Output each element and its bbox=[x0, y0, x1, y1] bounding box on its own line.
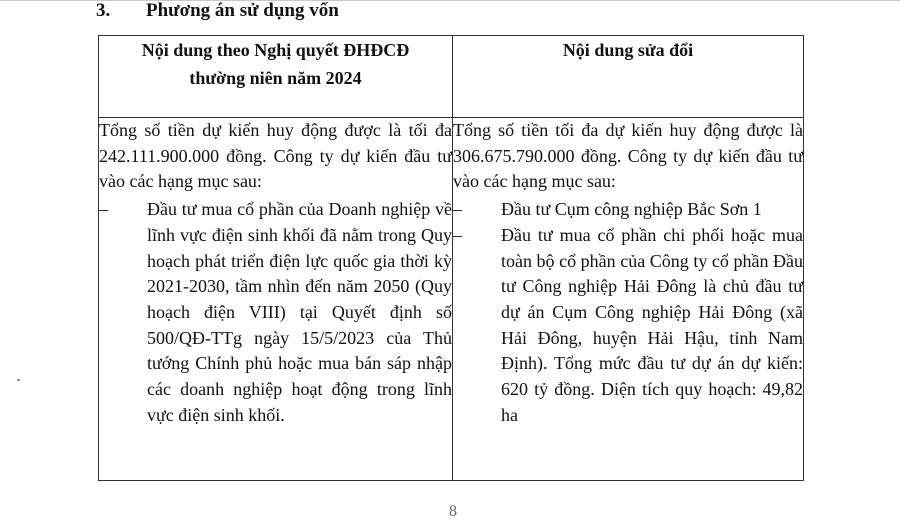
page-number: 8 bbox=[449, 503, 457, 520]
left-cell bbox=[99, 118, 453, 481]
header-amended-content: Nội dung sửa đổi bbox=[453, 36, 804, 118]
left-bullet-text: Đầu tư mua cổ phần của Doanh nghiệp về lĩnh vực điện sinh khối đã nằm trong Quy hoạch phát triển điện lực quốc gia thời kỳ 2021-2030, tầm nhìn đến năm 2050 (Quy hoạch điện VIII) tại Quyết định số 500/QĐ-TTg ngày 15/5/2023 của Thủ tướng Chính phủ hoặc mua bán sáp nhập các doanh nghiệp hoạt động trong lĩnh vực điện sinh khối. bbox=[147, 199, 452, 425]
bullet-dash: – bbox=[453, 224, 462, 245]
right-bullet-text-1: Đầu tư Cụm công nghiệp Bắc Sơn 1 bbox=[501, 199, 762, 220]
right-cell bbox=[453, 118, 804, 481]
bullet-dash: – bbox=[99, 199, 108, 220]
right-bullet-text-2: Đầu tư mua cổ phần chi phối hoặc mua toàn bộ cổ phần của Công ty cổ phần Đầu tư Công nghiệp Hải Đông là chủ đầu tư dự án Cụm Công nghiệp Hải Đông (xã Hải Đông, huyện Hải Hậu, tỉnh Nam Định). Tổng mức đầu tư dự án dự kiến: 620 tỷ đồng. Diện tích quy hoạch: 49,82 ha bbox=[501, 224, 803, 425]
bullet-dash: – bbox=[453, 199, 462, 220]
right-intro: Tổng số tiền tối đa dự kiến huy động được là 306.675.790.000 đồng. Công ty dự kiến đầu tư vào các hạng mục sau: bbox=[453, 120, 803, 192]
header-original-resolution: Nội dung theo Nghị quyết ĐHĐCĐ thường niên năm 2024 bbox=[99, 36, 453, 118]
table-header-row bbox=[99, 36, 804, 118]
comparison-table bbox=[98, 35, 804, 481]
left-bullet bbox=[99, 197, 452, 428]
table-content-row bbox=[99, 118, 804, 481]
left-intro: Tổng số tiền dự kiến huy động được là tối đa 242.111.900.000 đồng. Công ty dự kiến đầu tư vào các hạng mục sau: bbox=[99, 120, 452, 192]
scan-speck bbox=[17, 379, 20, 381]
section-title: Phương án sử dụng vốn bbox=[146, 0, 339, 21]
section-number: 3. bbox=[96, 0, 111, 21]
right-bullet bbox=[453, 223, 803, 429]
right-bullet bbox=[453, 197, 803, 223]
section-heading bbox=[96, 0, 339, 24]
